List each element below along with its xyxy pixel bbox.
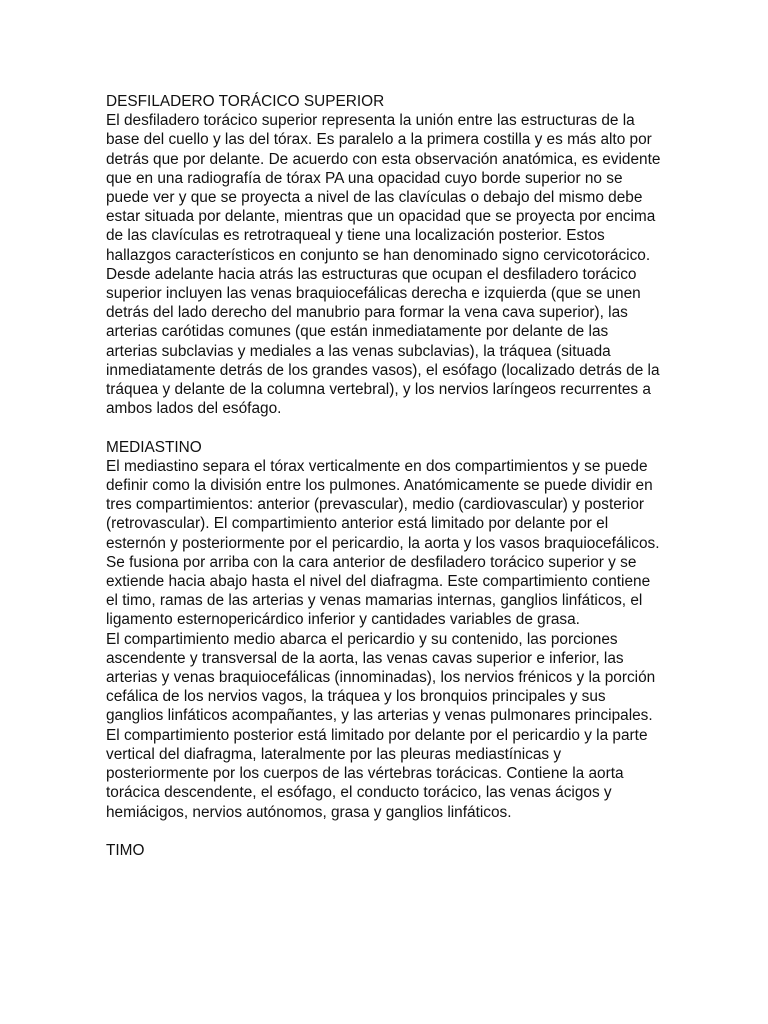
blank-line	[106, 418, 662, 437]
section-desfiladero	[106, 92, 662, 418]
section-heading: DESFILADERO TORÁCICO SUPERIOR	[106, 93, 385, 110]
section-timo	[106, 841, 662, 860]
section-mediastino	[106, 438, 662, 822]
section-paragraph: El desfiladero torácico superior representa la unión entre las estructuras de la base del cuello y las del tórax. Es paralelo a la primera costilla y es más alto por detrás que por delante. De acuerdo con esta observación anatómica, es evidente que en una radiografía de tórax PA una opacidad cuyo borde superior no se puede ver y que se proyecta a nivel de las clavículas o debajo del mismo debe estar situada por delante, mientras que un opacidad que se proyecta por encima de las clavículas es retrotraqueal y tiene una localización posterior. Estos hallazgos característicos en conjunto se han denominado signo cervicotorácico. Desde adelante hacia atrás las estructuras que ocupan el desfiladero torácico superior incluyen las venas braquiocefálicas derecha e izquierda (que se unen detrás del lado derecho del manubrio para formar la vena cava superior), las arterias carótidas comunes (que están inmediatamente por delante de las arterias subclavias y mediales a las venas subclavias), la tráquea (situada inmediatamente detrás de los grandes vasos), el esófago (localizado detrás de la tráquea y delante de la columna vertebral), y los nervios laríngeos recurrentes a ambos lados del esófago.	[106, 112, 661, 418]
section-heading: TIMO	[106, 841, 145, 859]
section-paragraph: El compartimiento posterior está limitado por delante por el pericardio y la parte vertical del diafragma, lateralmente por las pleuras mediastínicas y posteriormente por los cuerpos de las vértebras torácicas. Contiene la aorta torácica descendente, el esófago, el conducto torácico, las venas ácigos y hemiácigos, nervios autónomos, grasa y ganglios linfáticos.	[106, 726, 648, 821]
section-paragraph: El mediastino separa el tórax verticalmente en dos compartimientos y se puede definir como la división entre los pulmones. Anatómicamente se puede dividir en tres compartimientos: anterior (prevascular), medio (cardiovascular) y posterior (retrovascular). El compartimiento anterior está limitado por delante por el esternón y posteriormente por el pericardio, la aorta y los vasos braquiocefálicos. Se fusiona por arriba con la cara anterior de desfiladero torácico superior y se extiende hacia abajo hasta el nivel del diafragma. Este compartimiento contiene el timo, ramas de las arterias y venas mamarias internas, ganglios linfáticos, el ligamento esternopericárdico inferior y cantidades variables de grasa.	[106, 457, 660, 629]
section-paragraph: El compartimiento medio abarca el pericardio y su contenido, las porciones ascendente y transversal de la aorta, las venas cavas superior e inferior, las arterias y venas braquiocefálicas (innominadas), los nervios frénicos y la porción cefálica de los nervios vagos, la tráquea y los bronquios principales y sus ganglios linfáticos acompañantes, y las arterias y venas pulmonares principales.	[106, 630, 656, 725]
blank-line	[106, 822, 662, 841]
document-page	[106, 92, 662, 860]
section-heading: MEDIASTINO	[106, 438, 202, 456]
